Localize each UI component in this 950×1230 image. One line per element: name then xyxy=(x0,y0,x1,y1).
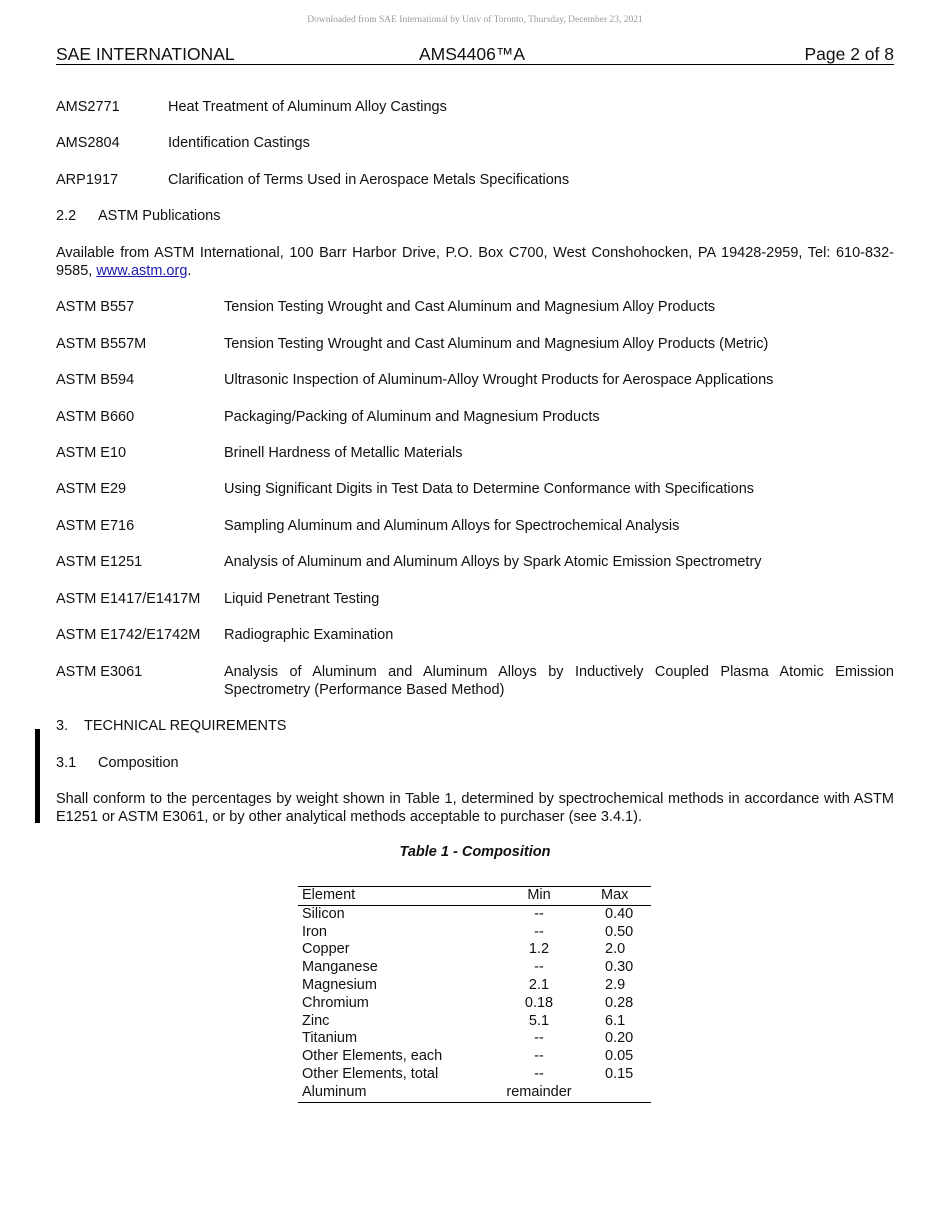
cell-element: Other Elements, each xyxy=(302,1048,443,1065)
column-header-min: Min xyxy=(487,887,591,906)
reference-title: Radiographic Examination xyxy=(224,627,394,643)
cell-max: 0.40 xyxy=(605,905,634,922)
availability-text: Available from ASTM International, 100 Barr Harbor Drive, P.O. Box C700, West Conshohocken, PA 19428-2959, Tel: 610-832-9585, xyxy=(56,245,894,279)
cell-max xyxy=(591,1084,651,1102)
table-row xyxy=(298,1013,651,1031)
cell-element: Chromium xyxy=(302,994,369,1011)
page-header xyxy=(56,44,894,65)
cell-element: Manganese xyxy=(302,959,378,976)
download-watermark: Downloaded from SAE International by Univ of Toronto, Thursday, December 23, 2021 xyxy=(307,15,643,25)
cell-element: Copper xyxy=(302,941,350,958)
cell-min: -- xyxy=(534,923,544,940)
table-caption: Table 1 - Composition xyxy=(399,844,551,860)
section-heading-3-1 xyxy=(56,754,179,772)
table-header-row xyxy=(298,887,651,906)
cell-max: 0.15 xyxy=(605,1065,634,1082)
cell-element: Silicon xyxy=(302,905,345,922)
reference-title: Tension Testing Wrought and Cast Aluminum and Magnesium Alloy Products (Metric) xyxy=(224,336,769,352)
cell-min: -- xyxy=(534,959,544,976)
reference-code: ASTM B594 xyxy=(56,372,135,388)
reference-code: ASTM E3061 xyxy=(56,664,143,680)
section-number: 3.1 xyxy=(56,755,77,771)
cell-min: 1.2 xyxy=(528,941,550,958)
reference-code: AMS2771 xyxy=(56,99,120,115)
astm-website-link[interactable]: www.astm.org xyxy=(96,263,188,279)
reference-title: Clarification of Terms Used in Aerospace Metals Specifications xyxy=(168,172,570,188)
reference-title: Tension Testing Wrought and Cast Aluminum and Magnesium Alloy Products xyxy=(224,299,716,315)
cell-max: 0.30 xyxy=(605,959,634,976)
cell-element: Magnesium xyxy=(302,976,377,993)
cell-max: 6.1 xyxy=(605,1012,626,1029)
reference-title: Analysis of Aluminum and Aluminum Alloys by Spark Atomic Emission Spectrometry xyxy=(224,554,762,570)
cell-element: Aluminum xyxy=(298,1084,487,1102)
reference-title: Liquid Penetrant Testing xyxy=(224,591,380,607)
column-header-element: Element xyxy=(298,887,487,906)
reference-title: Ultrasonic Inspection of Aluminum-Alloy Wrought Products for Aerospace Applications xyxy=(224,372,774,388)
availability-period: . xyxy=(187,263,192,279)
reference-title: Packaging/Packing of Aluminum and Magnesium Products xyxy=(224,409,600,425)
section-title: Composition xyxy=(98,755,179,771)
section-title: ASTM Publications xyxy=(98,208,221,224)
header-page-number: Page 2 of 8 xyxy=(804,44,894,64)
table-row xyxy=(298,977,651,995)
reference-title: Heat Treatment of Aluminum Alloy Castings xyxy=(168,99,447,115)
table-row xyxy=(298,1066,651,1084)
revision-change-bar xyxy=(35,729,40,823)
cell-element: Titanium xyxy=(302,1030,358,1047)
table-row xyxy=(298,905,651,923)
cell-min: -- xyxy=(534,905,544,922)
cell-min: 5.1 xyxy=(528,1012,550,1029)
composition-paragraph: Shall conform to the percentages by weight shown in Table 1, determined by spectrochemical methods in accordance with ASTM E1251 or ASTM E3061, or by other analytical methods acceptable to purchaser (see 3.4.1). xyxy=(56,791,894,825)
table-row xyxy=(298,941,651,959)
cell-max: 0.28 xyxy=(605,994,634,1011)
reference-code: ASTM B557 xyxy=(56,299,135,315)
cell-max: 2.9 xyxy=(605,976,626,993)
table-row xyxy=(298,1030,651,1048)
reference-code: ASTM E1742/E1742M xyxy=(56,627,201,643)
reference-code: ASTM E716 xyxy=(56,518,135,534)
section-title: TECHNICAL REQUIREMENTS xyxy=(84,718,287,734)
column-header-max: Max xyxy=(591,887,651,906)
reference-code: ASTM E1417/E1417M xyxy=(56,591,201,607)
cell-element: Iron xyxy=(302,923,327,940)
section-number: 2.2 xyxy=(56,208,77,224)
table-row xyxy=(298,995,651,1013)
reference-code: ASTM E1251 xyxy=(56,554,143,570)
cell-min: remainder xyxy=(487,1084,591,1102)
table-row xyxy=(298,1048,651,1066)
section-number: 3. xyxy=(56,718,69,734)
table-row xyxy=(298,959,651,977)
cell-max: 2.0 xyxy=(605,941,626,958)
reference-code: AMS2804 xyxy=(56,135,120,151)
cell-max: 0.50 xyxy=(605,923,634,940)
cell-element: Zinc xyxy=(302,1012,330,1029)
reference-code: ASTM E10 xyxy=(56,445,127,461)
cell-min: -- xyxy=(534,1065,544,1082)
section-heading-2-2 xyxy=(56,207,221,225)
reference-code: ASTM B660 xyxy=(56,409,135,425)
reference-code: ASTM E29 xyxy=(56,481,127,497)
header-org: SAE INTERNATIONAL xyxy=(56,44,235,64)
cell-min: -- xyxy=(534,1030,544,1047)
cell-min: -- xyxy=(534,1048,544,1065)
cell-max: 0.05 xyxy=(605,1048,634,1065)
cell-element: Other Elements, total xyxy=(302,1065,439,1082)
reference-title: Sampling Aluminum and Aluminum Alloys for Spectrochemical Analysis xyxy=(224,518,680,534)
cell-min: 2.1 xyxy=(528,976,550,993)
astm-availability-paragraph xyxy=(56,244,894,280)
reference-title: Using Significant Digits in Test Data to Determine Conformance with Specifications xyxy=(224,481,755,497)
header-doc-id: AMS4406™A xyxy=(419,44,526,64)
cell-min: 0.18 xyxy=(524,994,554,1011)
reference-title: Identification Castings xyxy=(168,135,310,151)
reference-code: ARP1917 xyxy=(56,172,119,188)
section-heading-3 xyxy=(56,717,286,735)
table-row xyxy=(298,1084,651,1102)
composition-table xyxy=(298,886,651,1103)
cell-max: 0.20 xyxy=(605,1030,634,1047)
reference-code: ASTM B557M xyxy=(56,336,147,352)
table-row xyxy=(298,924,651,942)
reference-title: Analysis of Aluminum and Aluminum Alloys by Inductively Coupled Plasma Atomic Emission Spectrometry (Performance Based Method) xyxy=(224,664,894,698)
reference-title: Brinell Hardness of Metallic Materials xyxy=(224,445,463,461)
